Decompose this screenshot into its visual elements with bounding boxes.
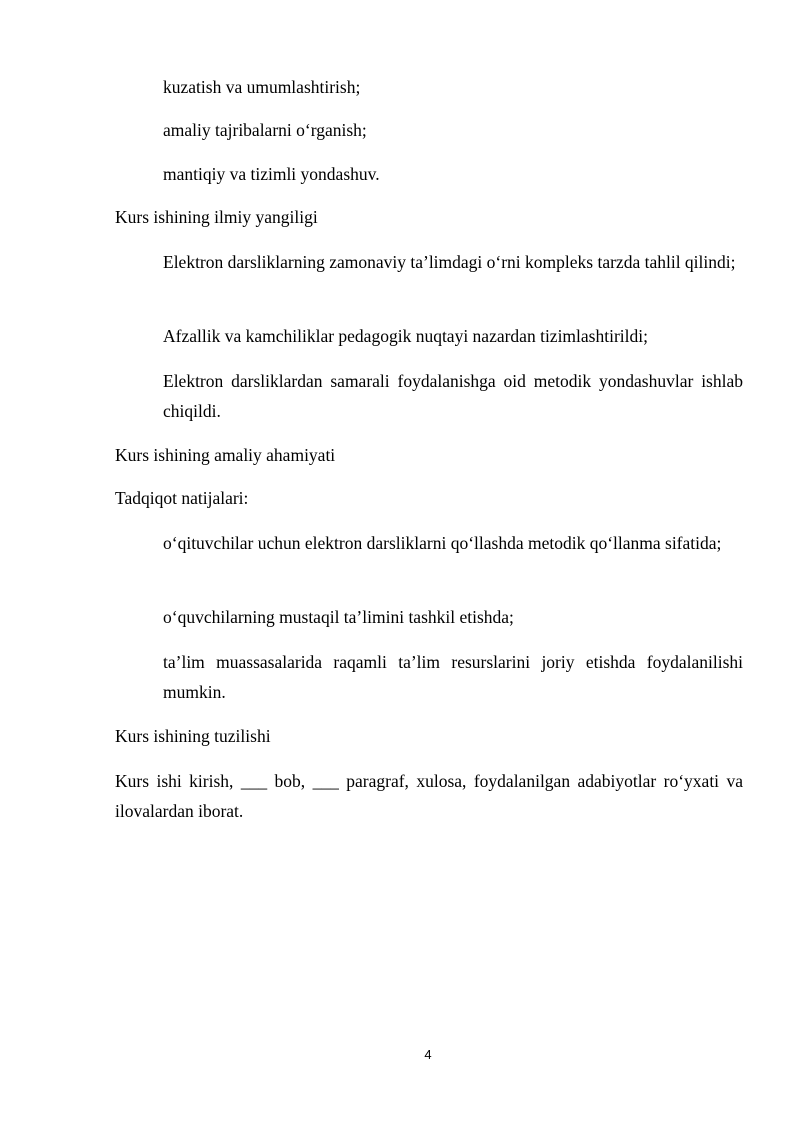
novelty-item-3: Elektron darsliklardan samarali foydalanishga oid metodik yondashuvlar ishlab chiqildi.	[163, 371, 743, 421]
heading-novelty: Kurs ishining ilmiy yangiligi	[115, 207, 318, 227]
practical-item-2: o‘quvchilarning mustaqil ta’limini tashkil etishda;	[163, 607, 514, 627]
novelty-item-1: Elektron darsliklarning zamonaviy ta’limdagi o‘rni kompleks tarzda tahlil qilindi;	[163, 252, 736, 272]
page-number: 4	[424, 1047, 432, 1062]
heading-practical: Kurs ishining amaliy ahamiyati	[115, 445, 336, 465]
structure-paragraph: Kurs ishi kirish, ___ bob, ___ paragraf, xulosa, foydalanilgan adabiyotlar ro‘yxati va ilovalardan iborat.	[115, 771, 743, 821]
practical-item-3: ta’lim muassasalarida raqamli ta’lim resurslarini joriy etishda foydalanilishi mumkin.	[163, 652, 743, 702]
heading-structure: Kurs ishining tuzilishi	[115, 726, 271, 746]
method-experience: amaliy tajribalarni o‘rganish;	[163, 120, 367, 140]
novelty-item-2: Afzallik va kamchiliklar pedagogik nuqtayi nazardan tizimlashtirildi;	[163, 326, 648, 346]
method-observation: kuzatish va umumlashtirish;	[163, 77, 361, 97]
method-logical: mantiqiy va tizimli yondashuv.	[163, 164, 380, 184]
results-intro: Tadqiqot natijalari:	[115, 488, 249, 508]
practical-item-1: o‘qituvchilar uchun elektron darsliklarni qo‘llashda metodik qo‘llanma sifatida;	[163, 533, 722, 553]
